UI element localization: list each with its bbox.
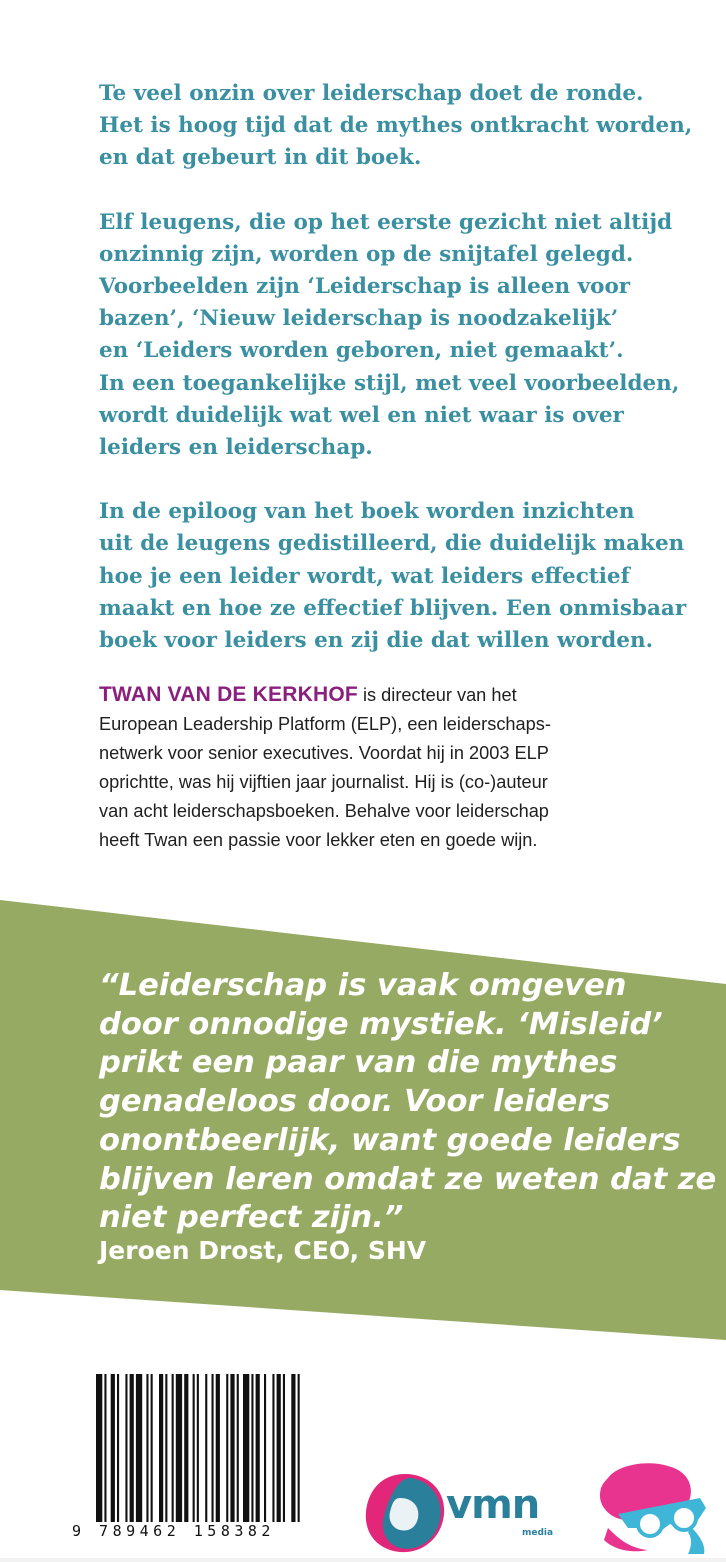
isbn-number: 9 789462 158382	[72, 1522, 275, 1540]
blurb-line: en dat gebeurt in dit boek.	[99, 145, 422, 171]
barcode-bar	[165, 1374, 167, 1522]
publisher-name: vmn	[446, 1482, 540, 1528]
barcode-bar	[212, 1374, 214, 1522]
isbn-barcode	[72, 1374, 302, 1560]
blurb-line: uit de leugens gedistilleerd, die duidelijk maken	[99, 531, 685, 557]
blurb-line: en ‘Leiders worden geboren, niet gemaakt’.	[99, 338, 624, 364]
quote-line: niet perfect zijn.”	[99, 1200, 404, 1236]
barcode-bar	[298, 1374, 300, 1522]
barcode-bar	[151, 1374, 153, 1522]
blurb	[99, 78, 699, 657]
barcode-bar	[243, 1374, 249, 1522]
blurb-line: Te veel onzin over leiderschap doet de ronde.	[99, 81, 644, 106]
blurb-line: In de epiloog van het boek worden inzichten	[99, 499, 635, 525]
author-name: TWAN VAN DE KERKHOF	[99, 683, 358, 706]
barcode-bar	[176, 1374, 182, 1522]
barcode-bar	[136, 1374, 142, 1522]
barcode-bar	[159, 1374, 163, 1522]
blurb-line: leiders en leiderschap.	[99, 435, 373, 461]
blurb-paragraph-1	[99, 78, 699, 175]
vmn-logo-icon	[360, 1468, 450, 1558]
mascot-logo-icon	[588, 1458, 716, 1558]
endorsement-quote	[99, 967, 719, 1238]
barcode-bar	[130, 1374, 134, 1522]
barcode-bar	[216, 1374, 220, 1522]
author-bio-first-line	[99, 680, 719, 710]
barcode-bar	[264, 1374, 266, 1522]
blurb-line: onzinnig zijn, worden op de snijtafel gelegd.	[99, 241, 634, 267]
blurb-paragraph-2	[99, 207, 699, 465]
blurb-line: maakt en hoe ze effectief blijven. Een onmisbaar	[99, 595, 687, 621]
quote-line: blijven leren omdat ze weten dat ze	[99, 1161, 717, 1197]
author-bio-line: van acht leiderschapsboeken. Behalve voor leiderschap	[99, 801, 549, 821]
bottom-rule	[0, 1558, 726, 1562]
quote-line: prikt een paar van die mythes	[99, 1045, 618, 1081]
barcode-bar	[256, 1374, 260, 1522]
barcode-icon	[72, 1374, 302, 1522]
barcode-bar	[184, 1374, 188, 1522]
barcode-bar	[226, 1374, 228, 1522]
quote-line: onontbeerlijk, want goede leiders	[99, 1122, 681, 1158]
author-bio	[99, 680, 719, 855]
author-bio-line: oprichtte, was hij vijftien jaar journalist. Hij is (co-)auteur	[99, 772, 548, 792]
barcode-bar	[230, 1374, 234, 1522]
barcode-bar	[96, 1374, 102, 1522]
publisher-logo	[360, 1468, 580, 1558]
blurb-line: Voorbeelden zijn ‘Leiderschap is alleen voor	[99, 274, 631, 300]
quote-line: door onnodige mystiek. ‘Misleid’	[99, 1006, 663, 1042]
barcode-bar	[283, 1374, 285, 1522]
blurb-line: wordt duidelijk wat wel en niet waar is over	[99, 402, 624, 428]
blurb-line: boek voor leiders en zij die dat willen worden.	[99, 628, 654, 654]
barcode-bar	[197, 1374, 199, 1522]
blurb-line: hoe je een leider wordt, wat leiders effectief	[99, 563, 630, 589]
author-bio-line: netwerk voor senior executives. Voordat hij in 2003 ELP	[99, 743, 549, 763]
barcode-bar	[291, 1374, 295, 1522]
barcode-bar	[193, 1374, 195, 1522]
blurb-line: bazen’, ‘Nieuw leiderschap is noodzakelijk’	[99, 306, 619, 332]
barcode-bar	[125, 1374, 127, 1522]
author-bio-line: European Leadership Platform (ELP), een leiderschaps-	[99, 714, 551, 734]
barcode-bar	[146, 1374, 148, 1522]
quote-line: “Leiderschap is vaak omgeven	[99, 968, 627, 1003]
barcode-bar	[277, 1374, 281, 1522]
author-bio-line: heeft Twan een passie voor lekker eten en goede wijn.	[99, 830, 538, 850]
quote-line: genadeloos door. Voor leiders	[99, 1084, 611, 1120]
barcode-bar	[172, 1374, 174, 1522]
barcode-bar	[205, 1374, 207, 1522]
barcode-bar	[117, 1374, 119, 1522]
barcode-bar	[104, 1374, 106, 1522]
barcode-bar	[237, 1374, 239, 1522]
blurb-line: Het is hoog tijd dat de mythes ontkracht worden,	[99, 113, 693, 139]
barcode-bar	[272, 1374, 274, 1522]
barcode-bar	[111, 1374, 115, 1522]
author-bio-text: is directeur van het	[357, 685, 517, 705]
blurb-line: Elf leugens, die op het eerste gezicht niet altijd	[99, 209, 673, 235]
barcode-bar	[251, 1374, 253, 1522]
blurb-line: In een toegankelijke stijl, met veel voorbeelden,	[99, 370, 680, 396]
publisher-sub: media	[522, 1528, 554, 1538]
quote-attribution: Jeroen Drost, CEO, SHV	[99, 1236, 427, 1265]
blurb-paragraph-3	[99, 496, 699, 657]
